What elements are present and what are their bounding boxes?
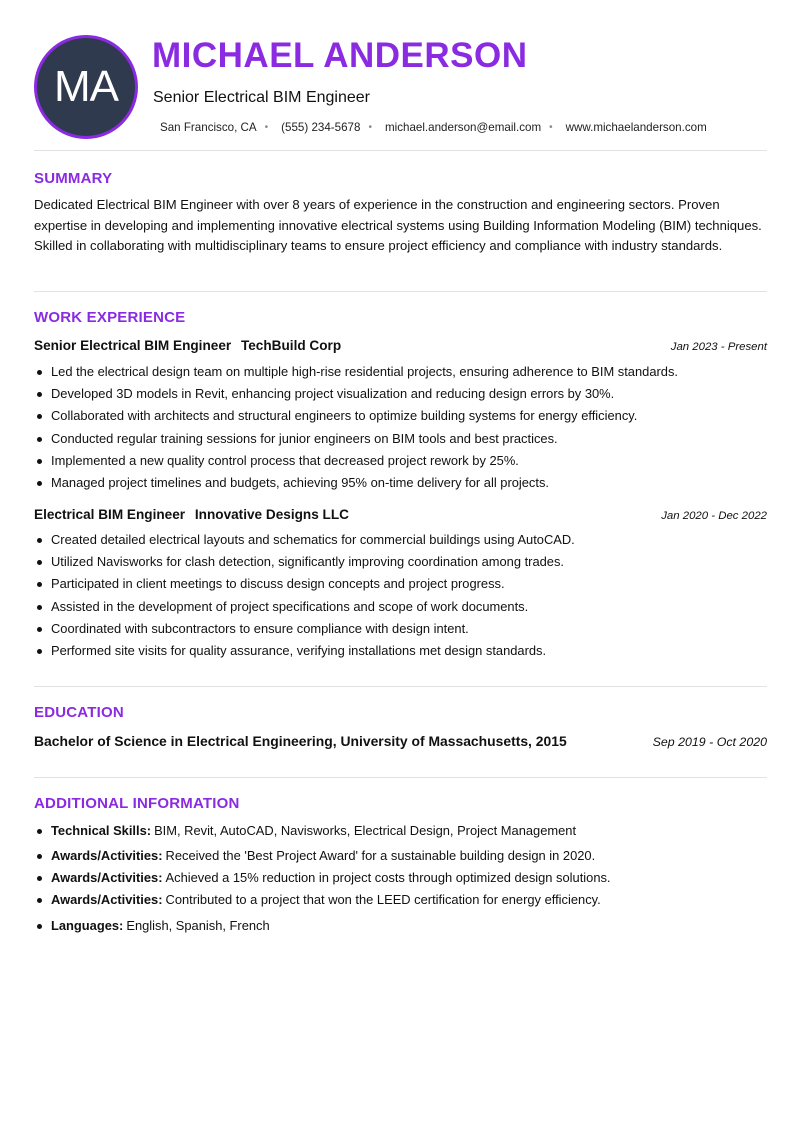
additional-heading: ADDITIONAL INFORMATION <box>34 795 240 812</box>
divider <box>34 777 767 778</box>
list-item: Collaborated with architects and structural engineers to optimize building systems for energy efficiency. <box>34 405 767 427</box>
list-item <box>34 915 611 937</box>
contact-location: San Francisco, CA <box>160 121 257 134</box>
divider <box>34 686 767 687</box>
job-header <box>34 507 767 522</box>
summary-text: Dedicated Electrical BIM Engineer with over 8 years of experience in the construction and engineering sectors. Proven expertise in developing and implementing innovative electrical systems using Building Information Modeling (BIM) techniques. Skilled in collaborating with multidisciplinary teams to ensure project efficiency and compliance with industry standards. <box>34 197 762 253</box>
summary-heading: SUMMARY <box>34 170 113 187</box>
job-title: Electrical BIM Engineer <box>34 507 186 522</box>
divider <box>34 291 767 292</box>
separator-dot-icon: • <box>368 122 372 133</box>
info-text: BIM, Revit, AutoCAD, Navisworks, Electrical Design, Project Management <box>154 823 577 838</box>
separator-dot-icon: • <box>549 122 553 133</box>
info-text: Achieved a 15% reduction in project costs through optimized design solutions. <box>165 870 611 885</box>
education-heading: EDUCATION <box>34 704 124 721</box>
info-label: Technical Skills: <box>51 823 152 838</box>
list-item <box>34 820 611 842</box>
list-item: Assisted in the development of project specifications and scope of work documents. <box>34 596 767 618</box>
avatar <box>34 35 138 139</box>
info-label: Awards/Activities: <box>51 892 163 907</box>
job-title-line <box>34 338 341 353</box>
education-entry <box>34 733 767 749</box>
contact-email[interactable]: michael.anderson@email.com <box>384 121 542 134</box>
info-label: Languages: <box>51 918 124 933</box>
list-item: Implemented a new quality control process that decreased project rework by 25%. <box>34 450 767 472</box>
divider <box>34 150 767 151</box>
candidate-title: Senior Electrical BIM Engineer <box>153 89 370 106</box>
avatar-initials: MA <box>54 62 118 111</box>
info-label: Awards/Activities: <box>51 870 163 885</box>
list-item: Conducted regular training sessions for junior engineers on BIM tools and best practices. <box>34 428 767 450</box>
job-title-line <box>34 507 349 522</box>
job-title: Senior Electrical BIM Engineer <box>34 338 232 353</box>
contact-website[interactable]: www.michaelanderson.com <box>565 121 707 134</box>
job-bullet-list <box>34 361 767 494</box>
list-item: Coordinated with subcontractors to ensure compliance with design intent. <box>34 618 767 640</box>
list-item: Created detailed electrical layouts and schematics for commercial buildings using AutoCAD. <box>34 529 767 551</box>
contact-bar <box>160 121 707 134</box>
job-company: TechBuild Corp <box>240 338 342 353</box>
info-label: Awards/Activities: <box>51 848 163 863</box>
list-item <box>34 867 611 889</box>
job-dates: Jan 2020 - Dec 2022 <box>661 510 767 522</box>
list-item: Developed 3D models in Revit, enhancing project visualization and reducing design errors by 30%. <box>34 383 767 405</box>
list-item <box>34 889 611 911</box>
list-item: Managed project timelines and budgets, achieving 95% on-time delivery for all projects. <box>34 472 767 494</box>
job-dates: Jan 2023 - Present <box>670 341 767 353</box>
list-item: Utilized Navisworks for clash detection, significantly improving coordination among trades. <box>34 551 767 573</box>
education-dates: Sep 2019 - Oct 2020 <box>652 735 767 749</box>
list-item: Participated in client meetings to discuss design concepts and project progress. <box>34 573 767 595</box>
info-text: Contributed to a project that won the LEED certification for energy efficiency. <box>165 892 601 907</box>
experience-heading: WORK EXPERIENCE <box>34 309 186 326</box>
separator-dot-icon: • <box>264 122 269 133</box>
education-degree: Bachelor of Science in Electrical Engineering, University of Massachusetts, 2015 <box>34 733 567 749</box>
info-text: English, Spanish, French <box>126 918 270 933</box>
candidate-name: MICHAEL ANDERSON <box>152 36 528 75</box>
job-header <box>34 338 767 353</box>
list-item <box>34 845 611 867</box>
info-text: Received the 'Best Project Award' for a sustainable building design in 2020. <box>165 848 596 863</box>
list-item: Led the electrical design team on multiple high-rise residential projects, ensuring adherence to BIM standards. <box>34 361 767 383</box>
list-item: Performed site visits for quality assurance, verifying installations met design standards. <box>34 640 767 662</box>
additional-list <box>34 820 611 937</box>
job-company: Innovative Designs LLC <box>194 507 349 522</box>
contact-phone[interactable]: (555) 234-5678 <box>281 121 361 134</box>
job-bullet-list <box>34 529 767 662</box>
